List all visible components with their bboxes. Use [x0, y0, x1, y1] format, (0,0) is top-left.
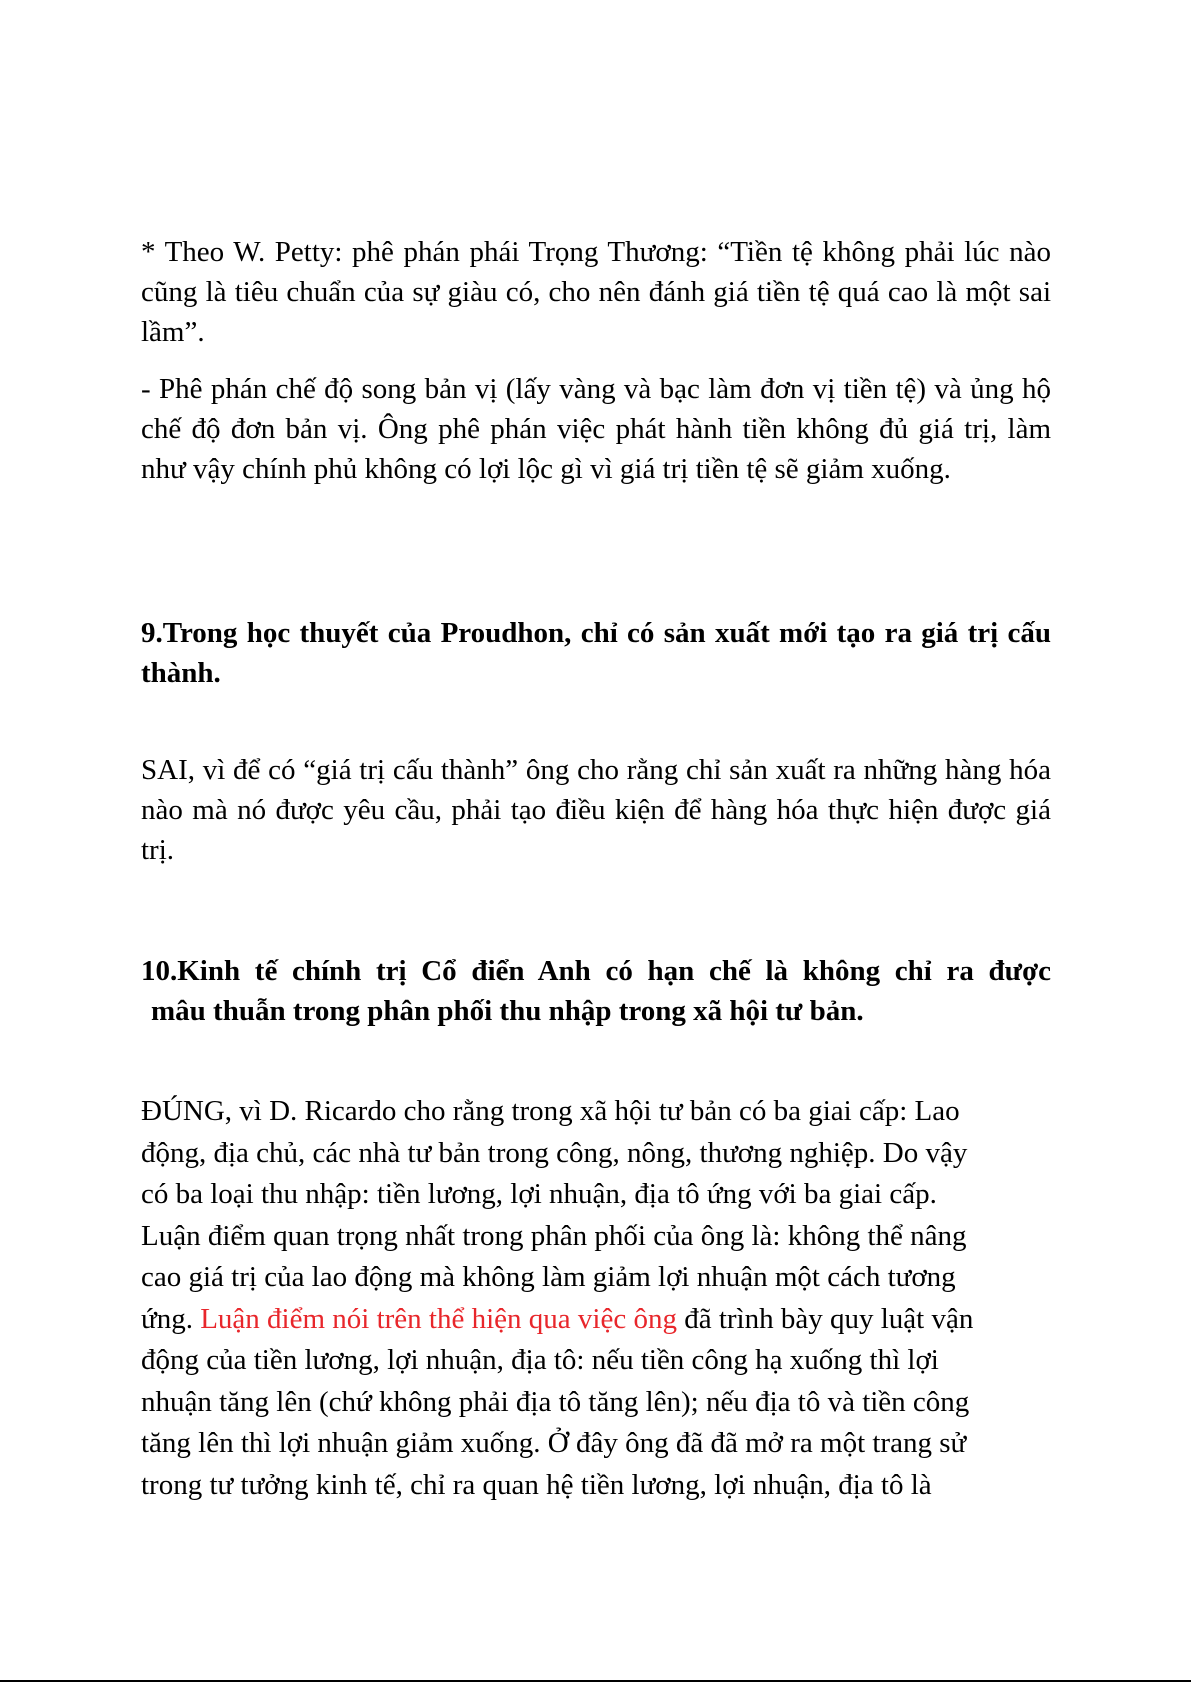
- question-9-answer: SAI, vì để có “giá trị cấu thành” ông cho rằng chỉ sản xuất ra những hàng hóa nào mà nó được yêu cầu, phải tạo điều kiện để hàng hóa thực hiện được giá trị.: [141, 754, 1051, 866]
- answer-line-6-end: đã trình bày quy luật vận: [676, 1302, 974, 1335]
- page-bottom-rule: [0, 1680, 1191, 1682]
- question-9-title: Trong học thuyết của Proudhon, chỉ có sản xuất mới tạo ra giá trị cấu thành.: [141, 617, 1051, 689]
- answer-line-3: có ba loại thu nhập: tiền lương, lợi nhuận, địa tô ứng với ba giai cấp.: [141, 1178, 937, 1210]
- question-10-title-line-2: mâu thuẫn trong phân phối thu nhập trong xã hội tư bản.: [151, 995, 864, 1027]
- question-9-number: 9.: [141, 617, 163, 649]
- question-10-title-text-1: Kinh tế chính trị Cổ điển Anh có hạn chế là không chỉ ra được: [177, 955, 1051, 987]
- petty-paragraph-2: - Phê phán chế độ song bản vị (lấy vàng và bạc làm đơn vị tiền tệ) và ủng hộ chế độ đơn bản vị. Ông phê phán việc phát hành tiền không đủ giá trị, làm như vậy chính phủ không có lợi lộc gì vì giá trị tiền tệ sẽ giảm xuống.: [141, 373, 1051, 485]
- answer-line-7: động của tiền lương, lợi nhuận, địa tô: nếu tiền công hạ xuống thì lợi: [141, 1344, 939, 1376]
- question-10-number: 10.: [141, 955, 178, 987]
- answer-line-1: ĐÚNG, vì D. Ricardo cho rằng trong xã hội tư bản có ba giai cấp: Lao: [141, 1095, 960, 1127]
- question-10-answer: [141, 1091, 1051, 1506]
- answer-line-6-start: ứng.: [141, 1302, 201, 1335]
- answer-line-9: tăng lên thì lợi nhuận giảm xuống. Ở đây ông đã đã mở ra một trang sử: [141, 1427, 967, 1459]
- petty-paragraph-1: * Theo W. Petty: phê phán phái Trọng Thương: “Tiền tệ không phải lúc nào cũng là tiêu chuẩn của sự giàu có, cho nên đánh giá tiền tệ quá cao là một sai lầm”.: [141, 236, 1051, 348]
- answer-line-6: [141, 1299, 1051, 1341]
- answer-line-2: động, địa chủ, các nhà tư bản trong công, nông, thương nghiệp. Do vậy: [141, 1136, 968, 1169]
- answer-line-5: cao giá trị của lao động mà không làm giảm lợi nhuận một cách tương: [141, 1261, 956, 1293]
- highlighted-phrase: Luận điểm nói trên thể hiện qua việc ông: [200, 1302, 677, 1335]
- answer-line-10: trong tư tưởng kinh tế, chỉ ra quan hệ tiền lương, lợi nhuận, địa tô là: [141, 1468, 932, 1501]
- question-10-title-line-1: [141, 951, 1051, 991]
- question-10-heading: [141, 951, 1051, 1031]
- answer-line-4: Luận điểm quan trọng nhất trong phân phối của ông là: không thể nâng: [141, 1219, 967, 1252]
- question-9-heading: [141, 613, 1051, 693]
- answer-line-8: nhuận tăng lên (chứ không phải địa tô tăng lên); nếu địa tô và tiền công: [141, 1385, 970, 1418]
